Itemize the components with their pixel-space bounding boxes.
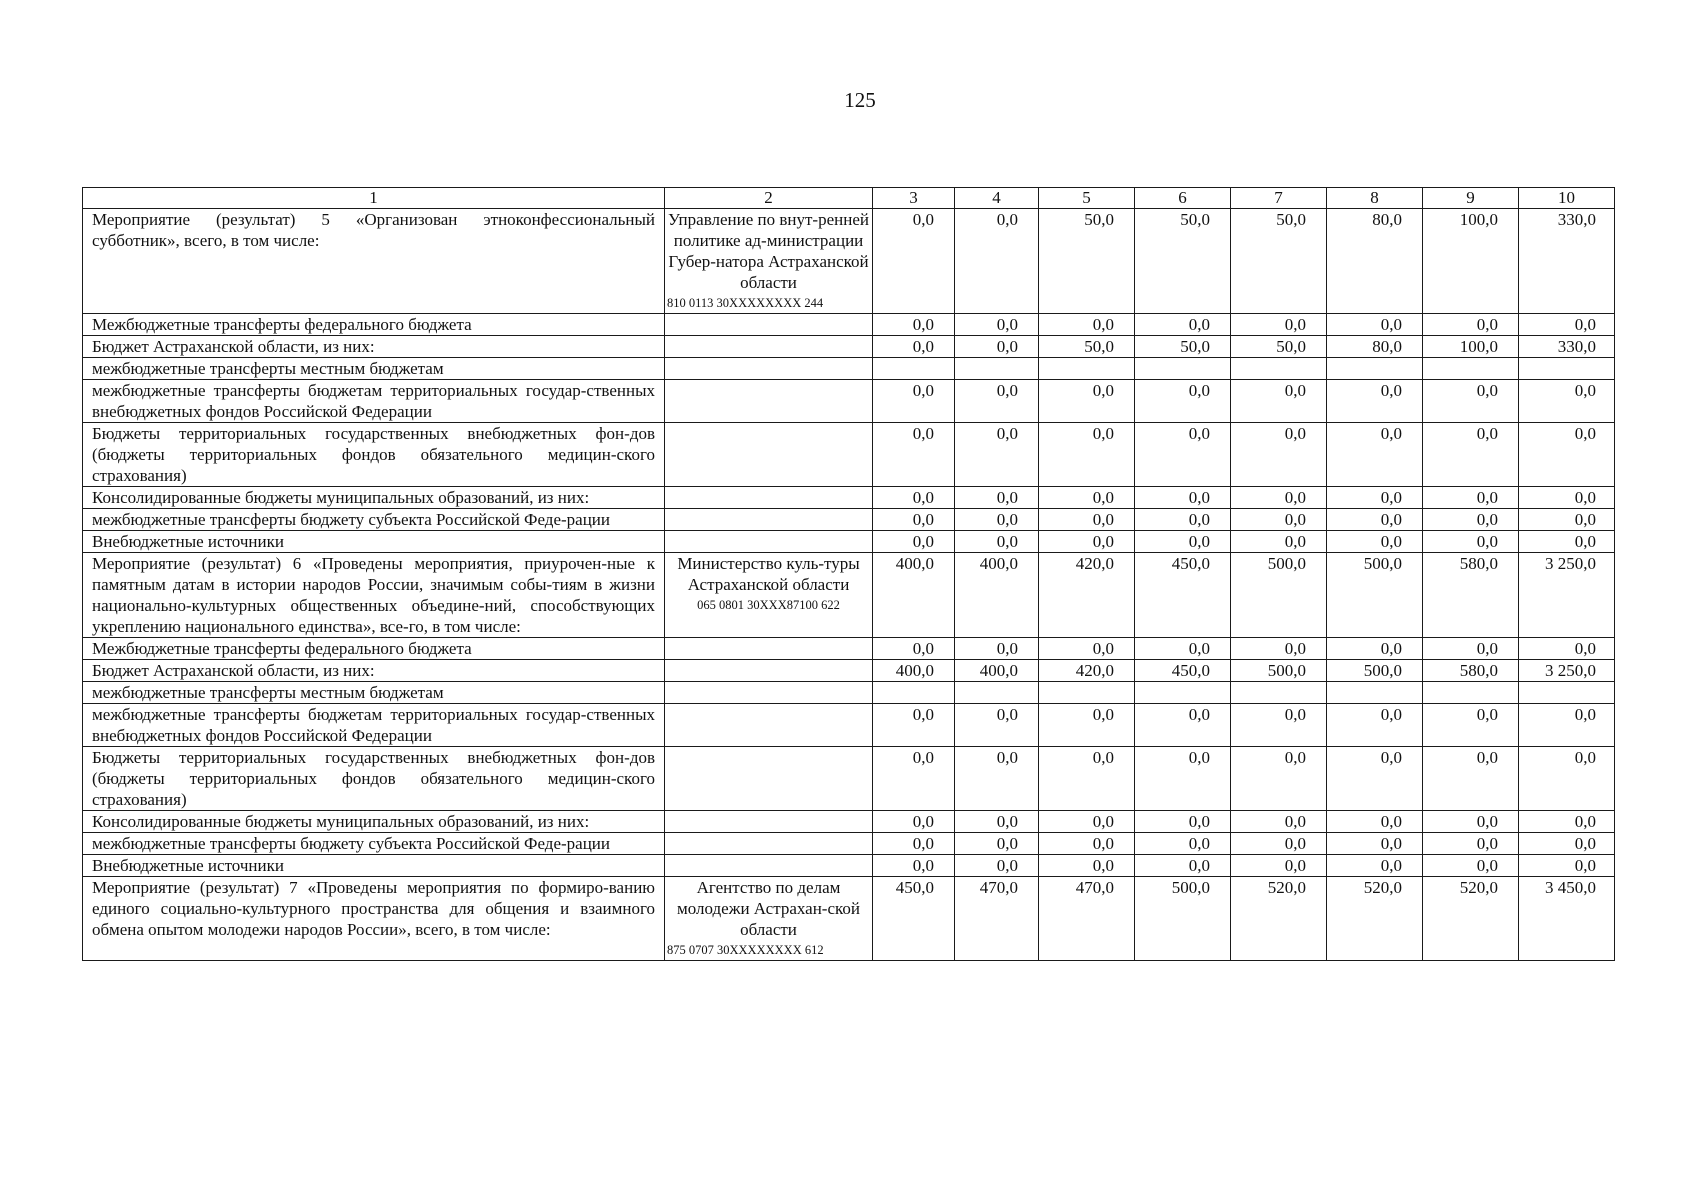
value-cell: 0,0 xyxy=(955,380,1039,423)
header-cell: 7 xyxy=(1231,188,1327,209)
budget-table xyxy=(82,187,1615,961)
value-cell: 0,0 xyxy=(1423,380,1519,423)
value-cell: 0,0 xyxy=(1327,811,1423,833)
value-cell-total: 0,0 xyxy=(1519,833,1615,855)
value-cell xyxy=(1327,358,1423,380)
value-cell: 0,0 xyxy=(1231,811,1327,833)
value-cell: 500,0 xyxy=(1231,660,1327,682)
row-description: Межбюджетные трансферты федерального бюджета xyxy=(83,314,665,336)
row-description: Межбюджетные трансферты федерального бюджета xyxy=(83,638,665,660)
row-description: Мероприятие (результат) 7 «Проведены мероприятия по формиро-ванию единого социально-культурного пространства для общения и взаимного обмена опытом молодежи народов России», всего, в том числе: xyxy=(83,877,665,961)
value-cell: 450,0 xyxy=(1135,553,1231,638)
value-cell: 100,0 xyxy=(1423,209,1519,314)
value-cell: 0,0 xyxy=(1231,833,1327,855)
value-cell: 0,0 xyxy=(1039,747,1135,811)
value-cell: 0,0 xyxy=(1231,487,1327,509)
value-cell: 0,0 xyxy=(873,380,955,423)
value-cell: 0,0 xyxy=(873,509,955,531)
value-cell-total: 330,0 xyxy=(1519,209,1615,314)
value-cell: 0,0 xyxy=(1423,747,1519,811)
value-cell: 0,0 xyxy=(955,314,1039,336)
row-description: Бюджеты территориальных государственных внебюджетных фон-дов (бюджеты территориальных фондов обязательного медицин-ского страхования) xyxy=(83,747,665,811)
row-executor xyxy=(665,358,873,380)
value-cell: 500,0 xyxy=(1135,877,1231,961)
value-cell: 0,0 xyxy=(873,704,955,747)
value-cell: 50,0 xyxy=(1039,209,1135,314)
value-cell: 0,0 xyxy=(873,833,955,855)
value-cell: 0,0 xyxy=(955,638,1039,660)
value-cell: 0,0 xyxy=(1327,638,1423,660)
table-row xyxy=(83,336,1615,358)
value-cell: 80,0 xyxy=(1327,336,1423,358)
value-cell: 500,0 xyxy=(1327,660,1423,682)
value-cell-total: 0,0 xyxy=(1519,811,1615,833)
value-cell: 0,0 xyxy=(1327,423,1423,487)
value-cell: 50,0 xyxy=(1135,209,1231,314)
row-executor xyxy=(665,877,873,961)
value-cell: 0,0 xyxy=(1039,833,1135,855)
value-cell: 0,0 xyxy=(1327,833,1423,855)
value-cell: 0,0 xyxy=(1327,855,1423,877)
row-executor xyxy=(665,487,873,509)
value-cell: 0,0 xyxy=(955,833,1039,855)
value-cell: 100,0 xyxy=(1423,336,1519,358)
value-cell xyxy=(1423,358,1519,380)
value-cell: 0,0 xyxy=(955,811,1039,833)
value-cell: 0,0 xyxy=(955,531,1039,553)
value-cell xyxy=(955,682,1039,704)
value-cell: 0,0 xyxy=(873,747,955,811)
value-cell: 0,0 xyxy=(1423,638,1519,660)
value-cell: 0,0 xyxy=(955,855,1039,877)
executor-name: Управление по внут-ренней политике ад-министрации Губер-натора Астраханской области xyxy=(668,210,869,292)
header-cell: 9 xyxy=(1423,188,1519,209)
value-cell: 400,0 xyxy=(873,660,955,682)
value-cell xyxy=(1135,358,1231,380)
value-cell: 0,0 xyxy=(955,487,1039,509)
table-row xyxy=(83,314,1615,336)
value-cell: 0,0 xyxy=(1135,811,1231,833)
row-executor xyxy=(665,209,873,314)
value-cell: 0,0 xyxy=(1231,314,1327,336)
value-cell: 0,0 xyxy=(1327,380,1423,423)
value-cell: 400,0 xyxy=(955,660,1039,682)
value-cell: 450,0 xyxy=(873,877,955,961)
table-row xyxy=(83,638,1615,660)
value-cell-total: 0,0 xyxy=(1519,855,1615,877)
value-cell: 0,0 xyxy=(1231,855,1327,877)
value-cell-total: 0,0 xyxy=(1519,638,1615,660)
value-cell-total: 330,0 xyxy=(1519,336,1615,358)
value-cell: 420,0 xyxy=(1039,553,1135,638)
value-cell: 50,0 xyxy=(1231,336,1327,358)
table-header-row xyxy=(83,188,1615,209)
value-cell: 0,0 xyxy=(873,487,955,509)
value-cell: 0,0 xyxy=(873,531,955,553)
value-cell xyxy=(955,358,1039,380)
value-cell: 0,0 xyxy=(1135,531,1231,553)
value-cell: 0,0 xyxy=(1423,704,1519,747)
value-cell: 0,0 xyxy=(1135,487,1231,509)
value-cell: 0,0 xyxy=(955,209,1039,314)
row-executor xyxy=(665,704,873,747)
value-cell: 0,0 xyxy=(1135,638,1231,660)
value-cell: 0,0 xyxy=(1327,314,1423,336)
value-cell: 400,0 xyxy=(873,553,955,638)
header-cell: 8 xyxy=(1327,188,1423,209)
value-cell: 0,0 xyxy=(1039,380,1135,423)
value-cell: 580,0 xyxy=(1423,553,1519,638)
value-cell: 0,0 xyxy=(1135,314,1231,336)
value-cell: 0,0 xyxy=(873,638,955,660)
value-cell: 0,0 xyxy=(1039,531,1135,553)
value-cell-total: 0,0 xyxy=(1519,531,1615,553)
budget-code: 065 0801 30XXX87100 622 xyxy=(697,598,840,612)
value-cell: 0,0 xyxy=(1423,855,1519,877)
row-executor xyxy=(665,423,873,487)
value-cell: 450,0 xyxy=(1135,660,1231,682)
value-cell: 0,0 xyxy=(873,811,955,833)
row-description: межбюджетные трансферты бюджетам территориальных государ-ственных внебюджетных фондов Российской Федерации xyxy=(83,704,665,747)
value-cell: 0,0 xyxy=(1231,509,1327,531)
value-cell: 0,0 xyxy=(1231,380,1327,423)
value-cell: 50,0 xyxy=(1231,209,1327,314)
row-executor xyxy=(665,833,873,855)
table-row xyxy=(83,531,1615,553)
value-cell: 0,0 xyxy=(873,855,955,877)
value-cell: 0,0 xyxy=(1231,638,1327,660)
value-cell: 0,0 xyxy=(1327,487,1423,509)
table-row xyxy=(83,423,1615,487)
value-cell: 0,0 xyxy=(1327,531,1423,553)
value-cell: 520,0 xyxy=(1231,877,1327,961)
value-cell-total xyxy=(1519,682,1615,704)
header-cell: 4 xyxy=(955,188,1039,209)
table-row xyxy=(83,209,1615,314)
row-description: межбюджетные трансферты бюджетам территориальных государ-ственных внебюджетных фондов Российской Федерации xyxy=(83,380,665,423)
table-row xyxy=(83,833,1615,855)
executor-name: Министерство куль-туры Астраханской области xyxy=(677,554,860,594)
value-cell xyxy=(1231,682,1327,704)
value-cell-total: 0,0 xyxy=(1519,423,1615,487)
row-description: Бюджет Астраханской области, из них: xyxy=(83,336,665,358)
value-cell: 0,0 xyxy=(1423,314,1519,336)
value-cell: 80,0 xyxy=(1327,209,1423,314)
table-row xyxy=(83,553,1615,638)
value-cell: 0,0 xyxy=(955,509,1039,531)
value-cell: 0,0 xyxy=(955,336,1039,358)
value-cell: 0,0 xyxy=(1135,855,1231,877)
value-cell: 0,0 xyxy=(873,209,955,314)
row-executor xyxy=(665,638,873,660)
value-cell: 0,0 xyxy=(1423,487,1519,509)
value-cell: 0,0 xyxy=(873,423,955,487)
value-cell: 50,0 xyxy=(1135,336,1231,358)
table-row xyxy=(83,747,1615,811)
value-cell-total: 3 250,0 xyxy=(1519,660,1615,682)
value-cell xyxy=(1135,682,1231,704)
value-cell-total: 0,0 xyxy=(1519,509,1615,531)
value-cell: 0,0 xyxy=(1039,855,1135,877)
value-cell xyxy=(873,682,955,704)
value-cell-total: 3 450,0 xyxy=(1519,877,1615,961)
value-cell: 0,0 xyxy=(1135,423,1231,487)
value-cell: 0,0 xyxy=(1039,487,1135,509)
row-executor xyxy=(665,314,873,336)
value-cell: 500,0 xyxy=(1231,553,1327,638)
value-cell: 500,0 xyxy=(1327,553,1423,638)
row-executor xyxy=(665,811,873,833)
value-cell: 0,0 xyxy=(1231,747,1327,811)
table-row xyxy=(83,660,1615,682)
table-row xyxy=(83,380,1615,423)
row-description: межбюджетные трансферты бюджету субъекта Российской Феде-рации xyxy=(83,509,665,531)
value-cell: 580,0 xyxy=(1423,660,1519,682)
value-cell: 0,0 xyxy=(1231,704,1327,747)
value-cell: 400,0 xyxy=(955,553,1039,638)
row-description: Внебюджетные источники xyxy=(83,855,665,877)
value-cell: 0,0 xyxy=(1423,811,1519,833)
value-cell-total: 3 250,0 xyxy=(1519,553,1615,638)
value-cell: 0,0 xyxy=(873,336,955,358)
value-cell: 0,0 xyxy=(955,747,1039,811)
row-description: Бюджет Астраханской области, из них: xyxy=(83,660,665,682)
value-cell: 0,0 xyxy=(1327,509,1423,531)
table-row xyxy=(83,811,1615,833)
value-cell: 0,0 xyxy=(1039,704,1135,747)
executor-name: Агентство по делам молодежи Астрахан-ской области xyxy=(676,878,860,939)
row-description: Бюджеты территориальных государственных внебюджетных фон-дов (бюджеты территориальных фондов обязательного медицин-ского страхования) xyxy=(83,423,665,487)
header-cell: 3 xyxy=(873,188,955,209)
value-cell: 50,0 xyxy=(1039,336,1135,358)
table-row xyxy=(83,509,1615,531)
value-cell: 0,0 xyxy=(873,314,955,336)
value-cell: 0,0 xyxy=(1327,747,1423,811)
value-cell: 520,0 xyxy=(1327,877,1423,961)
row-description: Мероприятие (результат) 5 «Организован этноконфессиональный субботник», всего, в том числе: xyxy=(83,209,665,314)
value-cell: 0,0 xyxy=(1039,811,1135,833)
value-cell: 0,0 xyxy=(1231,423,1327,487)
header-cell: 2 xyxy=(665,188,873,209)
row-executor xyxy=(665,747,873,811)
value-cell: 0,0 xyxy=(1135,380,1231,423)
value-cell: 0,0 xyxy=(1423,833,1519,855)
table-row xyxy=(83,704,1615,747)
value-cell: 470,0 xyxy=(1039,877,1135,961)
row-description: Консолидированные бюджеты муниципальных образований, из них: xyxy=(83,487,665,509)
value-cell: 520,0 xyxy=(1423,877,1519,961)
value-cell-total: 0,0 xyxy=(1519,380,1615,423)
value-cell: 0,0 xyxy=(1327,704,1423,747)
value-cell xyxy=(1327,682,1423,704)
row-executor xyxy=(665,660,873,682)
row-executor xyxy=(665,380,873,423)
value-cell xyxy=(1423,682,1519,704)
row-description: межбюджетные трансферты местным бюджетам xyxy=(83,682,665,704)
row-description: Мероприятие (результат) 6 «Проведены мероприятия, приурочен-ные к памятным датам в истории народов России, значимым собы-тиям в жизни национально-культурных общественных объедине-ний, способствующих укреплению национального единства», все-го, в том числе: xyxy=(83,553,665,638)
table-row xyxy=(83,682,1615,704)
value-cell-total: 0,0 xyxy=(1519,747,1615,811)
value-cell: 0,0 xyxy=(1423,531,1519,553)
value-cell: 0,0 xyxy=(1135,747,1231,811)
value-cell: 420,0 xyxy=(1039,660,1135,682)
value-cell: 0,0 xyxy=(1135,704,1231,747)
value-cell: 470,0 xyxy=(955,877,1039,961)
header-cell: 5 xyxy=(1039,188,1135,209)
value-cell-total xyxy=(1519,358,1615,380)
row-description: Внебюджетные источники xyxy=(83,531,665,553)
value-cell: 0,0 xyxy=(1039,638,1135,660)
value-cell-total: 0,0 xyxy=(1519,487,1615,509)
value-cell xyxy=(1231,358,1327,380)
value-cell xyxy=(1039,358,1135,380)
table-row xyxy=(83,358,1615,380)
row-executor xyxy=(665,855,873,877)
budget-code: 875 0707 30XXXXXXXX 612 xyxy=(667,943,824,957)
value-cell: 0,0 xyxy=(1039,509,1135,531)
row-executor xyxy=(665,682,873,704)
row-executor xyxy=(665,531,873,553)
value-cell: 0,0 xyxy=(1423,509,1519,531)
value-cell: 0,0 xyxy=(1135,833,1231,855)
row-description: межбюджетные трансферты местным бюджетам xyxy=(83,358,665,380)
row-executor xyxy=(665,553,873,638)
header-cell: 1 xyxy=(83,188,665,209)
value-cell: 0,0 xyxy=(1423,423,1519,487)
row-description: Консолидированные бюджеты муниципальных образований, из них: xyxy=(83,811,665,833)
header-cell: 6 xyxy=(1135,188,1231,209)
value-cell: 0,0 xyxy=(955,423,1039,487)
value-cell: 0,0 xyxy=(1039,314,1135,336)
table-row xyxy=(83,877,1615,961)
row-description: межбюджетные трансферты бюджету субъекта Российской Феде-рации xyxy=(83,833,665,855)
row-executor xyxy=(665,336,873,358)
value-cell-total: 0,0 xyxy=(1519,314,1615,336)
page-number: 125 xyxy=(844,88,876,112)
value-cell: 0,0 xyxy=(1135,509,1231,531)
value-cell: 0,0 xyxy=(1231,531,1327,553)
budget-code: 810 0113 30XXXXXXXX 244 xyxy=(667,296,824,310)
header-cell: 10 xyxy=(1519,188,1615,209)
value-cell: 0,0 xyxy=(955,704,1039,747)
value-cell xyxy=(1039,682,1135,704)
table-row xyxy=(83,487,1615,509)
value-cell: 0,0 xyxy=(1039,423,1135,487)
value-cell xyxy=(873,358,955,380)
value-cell-total: 0,0 xyxy=(1519,704,1615,747)
row-executor xyxy=(665,509,873,531)
table-row xyxy=(83,855,1615,877)
